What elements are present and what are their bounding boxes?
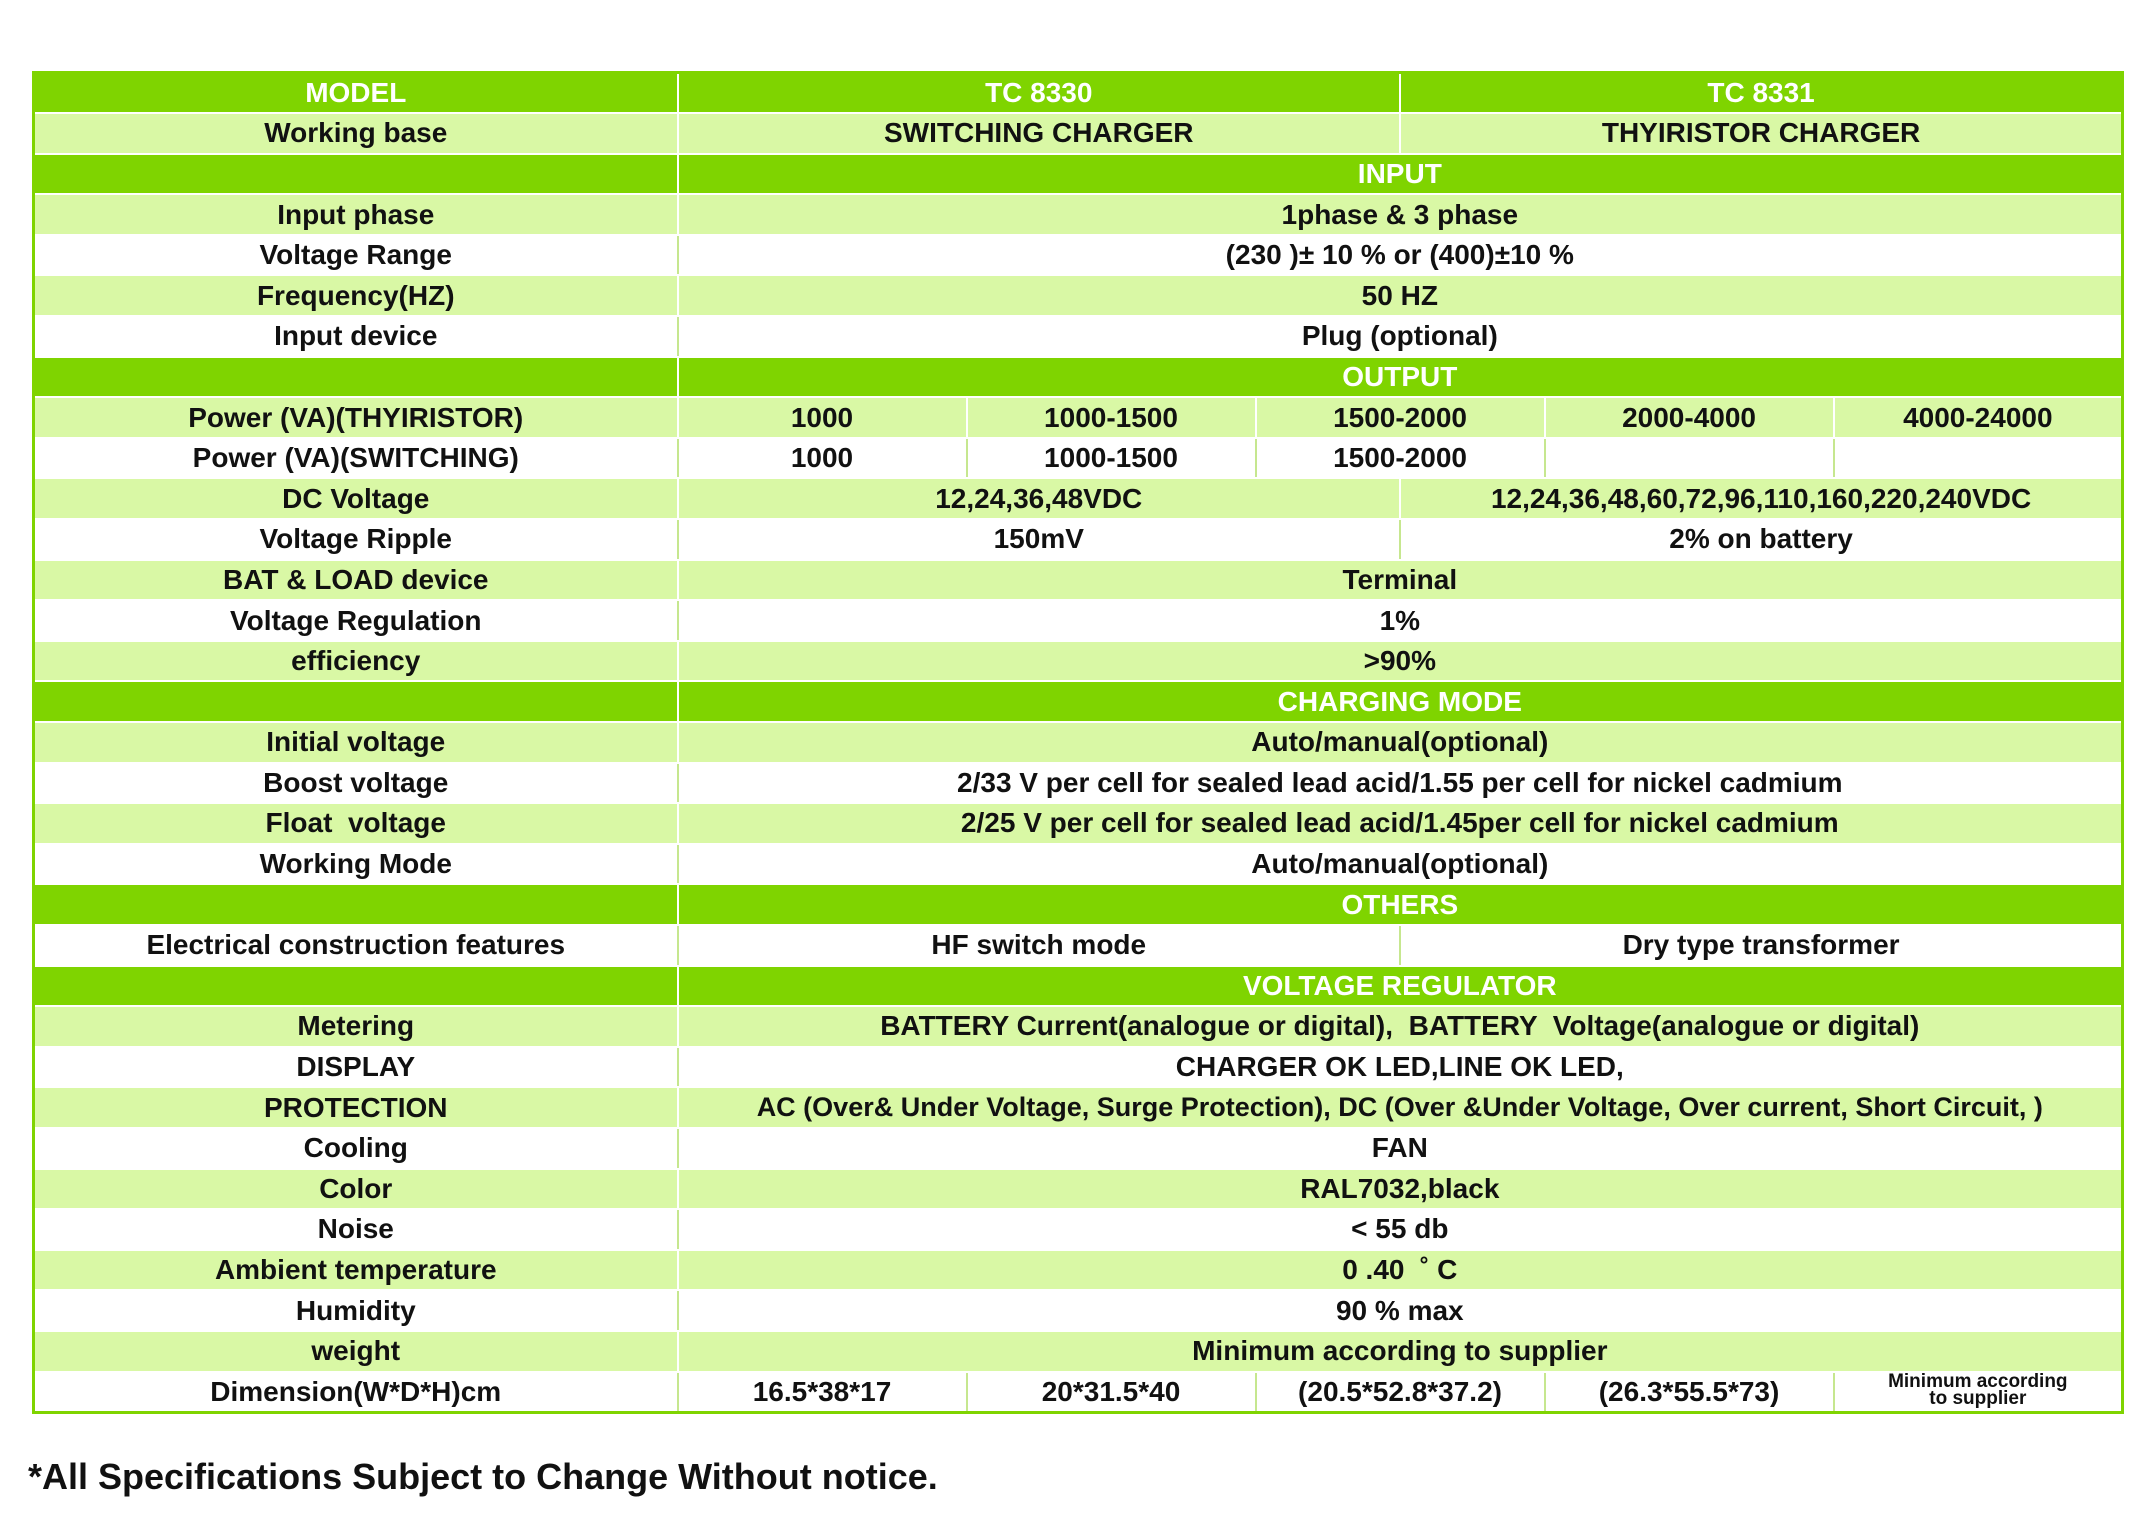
row-frequency — [34, 275, 2123, 316]
display-label: DISPLAY — [34, 1047, 678, 1088]
voltage-regulation-value: 1% — [678, 600, 2123, 641]
dc-voltage-tc8330: 12,24,36,48VDC — [678, 478, 1401, 519]
power-switching-empty-4 — [1545, 438, 1834, 479]
power-switching-empty-5 — [1834, 438, 2123, 479]
section-voltage-regulator-spacer — [34, 966, 678, 1007]
row-boost-voltage — [34, 763, 2123, 804]
boost-voltage-label: Boost voltage — [34, 763, 678, 804]
spec-table — [32, 71, 2124, 1414]
input-device-label: Input device — [34, 316, 678, 357]
row-model — [34, 73, 2123, 114]
voltage-ripple-tc8331: 2% on battery — [1400, 519, 2123, 560]
working-base-label: Working base — [34, 113, 678, 154]
section-output-spacer — [34, 357, 678, 398]
power-switching-value-2: 1000-1500 — [967, 438, 1256, 479]
dimension-value-3: (20.5*52.8*37.2) — [1256, 1372, 1545, 1413]
row-voltage-regulation — [34, 600, 2123, 641]
electrical-construction-tc8331: Dry type transformer — [1400, 925, 2123, 966]
row-voltage-range — [34, 235, 2123, 276]
efficiency-label: efficiency — [34, 641, 678, 682]
model-label: MODEL — [34, 73, 678, 114]
bat-load-device-value: Terminal — [678, 560, 2123, 601]
color-label: Color — [34, 1169, 678, 1210]
section-charging-mode-title: CHARGING MODE — [678, 681, 2123, 722]
working-mode-value: Auto/manual(optional) — [678, 844, 2123, 885]
section-charging-mode-spacer — [34, 681, 678, 722]
input-device-value: Plug (optional) — [678, 316, 2123, 357]
voltage-range-value: (230 )± 10 % or (400)±10 % — [678, 235, 2123, 276]
section-output-title: OUTPUT — [678, 357, 2123, 398]
input-phase-label: Input phase — [34, 194, 678, 235]
power-switching-value-1: 1000 — [678, 438, 967, 479]
power-thyristor-value-5: 4000-24000 — [1834, 397, 2123, 438]
row-bat-load-device — [34, 560, 2123, 601]
input-phase-value: 1phase & 3 phase — [678, 194, 2123, 235]
row-noise — [34, 1209, 2123, 1250]
voltage-ripple-label: Voltage Ripple — [34, 519, 678, 560]
row-input-device — [34, 316, 2123, 357]
row-cooling — [34, 1128, 2123, 1169]
noise-value: < 55 db — [678, 1209, 2123, 1250]
dimension-value-2: 20*31.5*40 — [967, 1372, 1256, 1413]
power-thyristor-value-2: 1000-1500 — [967, 397, 1256, 438]
dimension-value-5: Minimum according to supplier — [1888, 1371, 2068, 1409]
float-voltage-label: Float voltage — [34, 803, 678, 844]
row-voltage-ripple — [34, 519, 2123, 560]
float-voltage-value: 2/25 V per cell for sealed lead acid/1.45per cell for nickel cadmium — [678, 803, 2123, 844]
metering-value: BATTERY Current(analogue or digital), BATTERY Voltage(analogue or digital) — [678, 1006, 2123, 1047]
row-weight — [34, 1331, 2123, 1372]
voltage-range-label: Voltage Range — [34, 235, 678, 276]
row-section-voltage-regulator — [34, 966, 2123, 1007]
row-humidity — [34, 1290, 2123, 1331]
working-base-tc8331: THYIRISTOR CHARGER — [1400, 113, 2123, 154]
dimension-value-1: 16.5*38*17 — [678, 1372, 967, 1413]
color-value: RAL7032,black — [678, 1169, 2123, 1210]
row-metering — [34, 1006, 2123, 1047]
electrical-construction-tc8330: HF switch mode — [678, 925, 1401, 966]
power-thyristor-label: Power (VA)(THYIRISTOR) — [34, 397, 678, 438]
row-dc-voltage — [34, 478, 2123, 519]
row-electrical-construction — [34, 925, 2123, 966]
row-color — [34, 1169, 2123, 1210]
power-thyristor-value-1: 1000 — [678, 397, 967, 438]
initial-voltage-value: Auto/manual(optional) — [678, 722, 2123, 763]
row-input-phase — [34, 194, 2123, 235]
section-input-title: INPUT — [678, 154, 2123, 195]
row-dimension — [34, 1372, 2123, 1413]
working-mode-label: Working Mode — [34, 844, 678, 885]
row-section-output — [34, 357, 2123, 398]
cooling-label: Cooling — [34, 1128, 678, 1169]
row-section-input — [34, 154, 2123, 195]
initial-voltage-label: Initial voltage — [34, 722, 678, 763]
row-protection — [34, 1087, 2123, 1128]
display-value: CHARGER OK LED,LINE OK LED, — [678, 1047, 2123, 1088]
footer-note: *All Specifications Subject to Change Without notice. — [28, 1456, 938, 1497]
row-display — [34, 1047, 2123, 1088]
ambient-temperature-value: 0 .40 ˚ C — [678, 1250, 2123, 1291]
dimension-value-5-cell — [1834, 1372, 2123, 1413]
row-initial-voltage — [34, 722, 2123, 763]
metering-label: Metering — [34, 1006, 678, 1047]
row-section-charging-mode — [34, 681, 2123, 722]
dc-voltage-tc8331: 12,24,36,48,60,72,96,110,160,220,240VDC — [1400, 478, 2123, 519]
noise-label: Noise — [34, 1209, 678, 1250]
weight-label: weight — [34, 1331, 678, 1372]
row-efficiency — [34, 641, 2123, 682]
weight-value: Minimum according to supplier — [678, 1331, 2123, 1372]
power-switching-value-3: 1500-2000 — [1256, 438, 1545, 479]
model-tc8330: TC 8330 — [678, 73, 1401, 114]
row-ambient-temperature — [34, 1250, 2123, 1291]
row-float-voltage — [34, 803, 2123, 844]
section-others-spacer — [34, 884, 678, 925]
voltage-ripple-tc8330: 150mV — [678, 519, 1401, 560]
power-thyristor-value-4: 2000-4000 — [1545, 397, 1834, 438]
boost-voltage-value: 2/33 V per cell for sealed lead acid/1.55 per cell for nickel cadmium — [678, 763, 2123, 804]
electrical-construction-label: Electrical construction features — [34, 925, 678, 966]
section-others-title: OTHERS — [678, 884, 2123, 925]
ambient-temperature-label: Ambient temperature — [34, 1250, 678, 1291]
voltage-regulation-label: Voltage Regulation — [34, 600, 678, 641]
row-section-others — [34, 884, 2123, 925]
dc-voltage-label: DC Voltage — [34, 478, 678, 519]
dimension-value-4: (26.3*55.5*73) — [1545, 1372, 1834, 1413]
humidity-value: 90 % max — [678, 1290, 2123, 1331]
section-input-spacer — [34, 154, 678, 195]
row-working-mode — [34, 844, 2123, 885]
section-voltage-regulator-title: VOLTAGE REGULATOR — [678, 966, 2123, 1007]
efficiency-value: >90% — [678, 641, 2123, 682]
frequency-label: Frequency(HZ) — [34, 275, 678, 316]
humidity-label: Humidity — [34, 1290, 678, 1331]
protection-value: AC (Over& Under Voltage, Surge Protection), DC (Over &Under Voltage, Over current, Short Circuit, ) — [678, 1087, 2123, 1128]
bat-load-device-label: BAT & LOAD device — [34, 560, 678, 601]
power-switching-label: Power (VA)(SWITCHING) — [34, 438, 678, 479]
protection-label: PROTECTION — [34, 1087, 678, 1128]
cooling-value: FAN — [678, 1128, 2123, 1169]
frequency-value: 50 HZ — [678, 275, 2123, 316]
power-thyristor-value-3: 1500-2000 — [1256, 397, 1545, 438]
row-power-switching — [34, 438, 2123, 479]
working-base-tc8330: SWITCHING CHARGER — [678, 113, 1401, 154]
row-working-base — [34, 113, 2123, 154]
row-power-thyristor — [34, 397, 2123, 438]
dimension-label: Dimension(W*D*H)cm — [34, 1372, 678, 1413]
model-tc8331: TC 8331 — [1400, 73, 2123, 114]
